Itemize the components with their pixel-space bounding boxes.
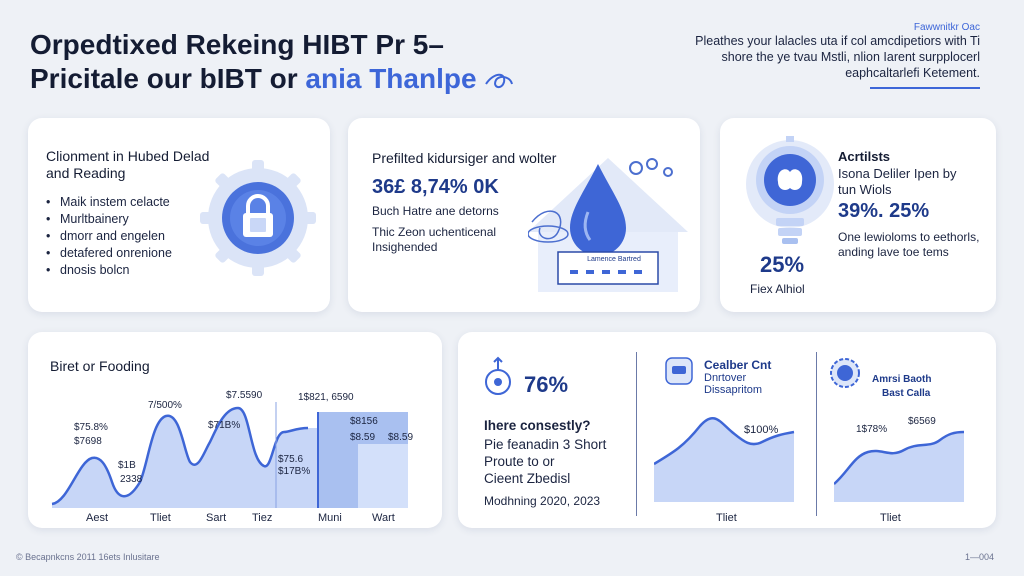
card5-line: Proute to or	[484, 454, 555, 469]
chart-label: 1$821, 6590	[298, 392, 354, 403]
chart-label: $75.6	[278, 454, 304, 465]
card-insight	[720, 118, 996, 312]
padlock-gear-icon	[198, 158, 318, 278]
accent-rule	[870, 87, 980, 89]
list-item: • dmorr and engelen	[46, 228, 216, 245]
card3-desc: One lewioloms to eethorls, anding lave toe tems	[838, 230, 980, 259]
card5-lines	[484, 436, 606, 487]
hand-pointer-icon	[480, 354, 520, 398]
x-label: Aest	[86, 512, 109, 524]
footer-page: 1—004	[964, 552, 994, 562]
chart2-label: 1$78%	[856, 424, 888, 435]
x-label: Tiez	[252, 512, 273, 524]
chart1-label: $100%	[744, 424, 779, 436]
divider	[636, 352, 637, 516]
card-funding-chart	[28, 332, 442, 528]
x-label: Sart	[206, 512, 227, 524]
x-label: Tliet	[150, 512, 171, 524]
list-item: • Maik instem celacte	[46, 194, 216, 211]
card5-line: Cieent Zbedisl	[484, 471, 571, 486]
card2-title: Prefilted kidursiger and wolter	[372, 150, 557, 166]
mini-area-chart-2	[834, 392, 970, 502]
card4-title: Biret or Fooding	[50, 358, 150, 374]
x-label: Wart	[372, 512, 395, 524]
card3-stat2: 25%	[760, 252, 805, 277]
header-tag: Fawwnitkr Oac	[913, 22, 980, 33]
chart2-label: $6569	[908, 416, 936, 427]
card-summary	[458, 332, 996, 528]
card3-stat2-label: Fiex Alhiol	[750, 282, 805, 296]
card5-line: Pie feanadin 3 Short	[484, 437, 607, 452]
card1-bullets	[46, 194, 216, 279]
card3-subheading: Isona Deliler Ipen by tun Wiols	[838, 166, 957, 197]
title-line2	[30, 62, 590, 96]
card3-heading: Acrtilsts	[838, 149, 891, 164]
chart2-title: Amrsi Baoth	[872, 374, 932, 385]
chart-label: $7.5590	[226, 390, 263, 401]
chart-icon	[664, 356, 694, 386]
header-desc: Pleathes your lalacles uta if col amcdipetiors with Ti shore the ye tvau Mstli, nlion Iarent surpplocerl eaphcaltarlefi Ketement.	[695, 34, 980, 80]
card-water-stats	[348, 118, 700, 312]
chart-label: $7698	[74, 436, 102, 447]
swirl-icon	[484, 70, 514, 92]
x-label: Muni	[318, 512, 342, 524]
card5-question: Ihere consestly?	[484, 418, 591, 433]
chart1-sub: Dnrtover Dissapritom	[704, 372, 763, 396]
title-line2-plain: Pricitale our bIBT or	[30, 63, 298, 94]
card2-panel-label: Lamence Bartred	[587, 256, 641, 263]
chart-label: $17B%	[278, 466, 311, 477]
chart-label: $75.8%	[74, 422, 108, 433]
list-item: • Murltbainery	[46, 211, 216, 228]
divider	[816, 352, 817, 516]
card5-footnote: Modhning 2020, 2023	[484, 494, 601, 508]
chart-label: $8156	[350, 416, 378, 427]
page-title	[30, 28, 590, 96]
chart-label: $8.59	[388, 432, 414, 443]
chart-label: $71B%	[208, 420, 241, 431]
chart-label: 7/500%	[148, 400, 182, 411]
card1-title: Clionment in Hubed Delad and Reading	[46, 148, 210, 181]
header-description	[680, 22, 980, 89]
chart1-title: Cealber Cnt	[704, 358, 772, 372]
card3-stat: 39%. 25%	[838, 200, 930, 222]
chart-label: $1B	[118, 460, 136, 471]
chart2-sub: Bast Calla	[882, 388, 931, 399]
card2-line: Thic Zeon uchenticenal	[372, 225, 497, 239]
water-drop-icon	[528, 152, 688, 302]
mini-area-chart-1	[654, 392, 802, 502]
title-line2-accent: ania Thanlpe	[305, 63, 477, 94]
chart1-x-label: Tliet	[716, 512, 737, 524]
footer-copyright: © Becapnkcns 2011 16ets Inlusitare	[16, 552, 160, 562]
card2-line: Buch Hatre ane detorns	[372, 204, 499, 218]
chart2-x-label: Tliet	[880, 512, 901, 524]
lightbulb-icon	[740, 136, 840, 256]
card2-lines	[372, 204, 532, 255]
chart-label: 2338	[120, 474, 143, 485]
title-line1: Orpedtixed Rekeing HIBT Pr 5–	[30, 29, 444, 60]
card2-line: Insighended	[372, 240, 438, 254]
card5-stat: 76%	[524, 372, 569, 397]
list-item: • detafered onrenione	[46, 245, 216, 262]
card2-stat: 36£ 8,74% 0K	[372, 176, 499, 198]
chart-label: $8.59	[350, 432, 376, 443]
card-security	[28, 118, 330, 312]
gear-icon	[828, 356, 862, 390]
list-item: • dnosis bolcn	[46, 262, 216, 279]
